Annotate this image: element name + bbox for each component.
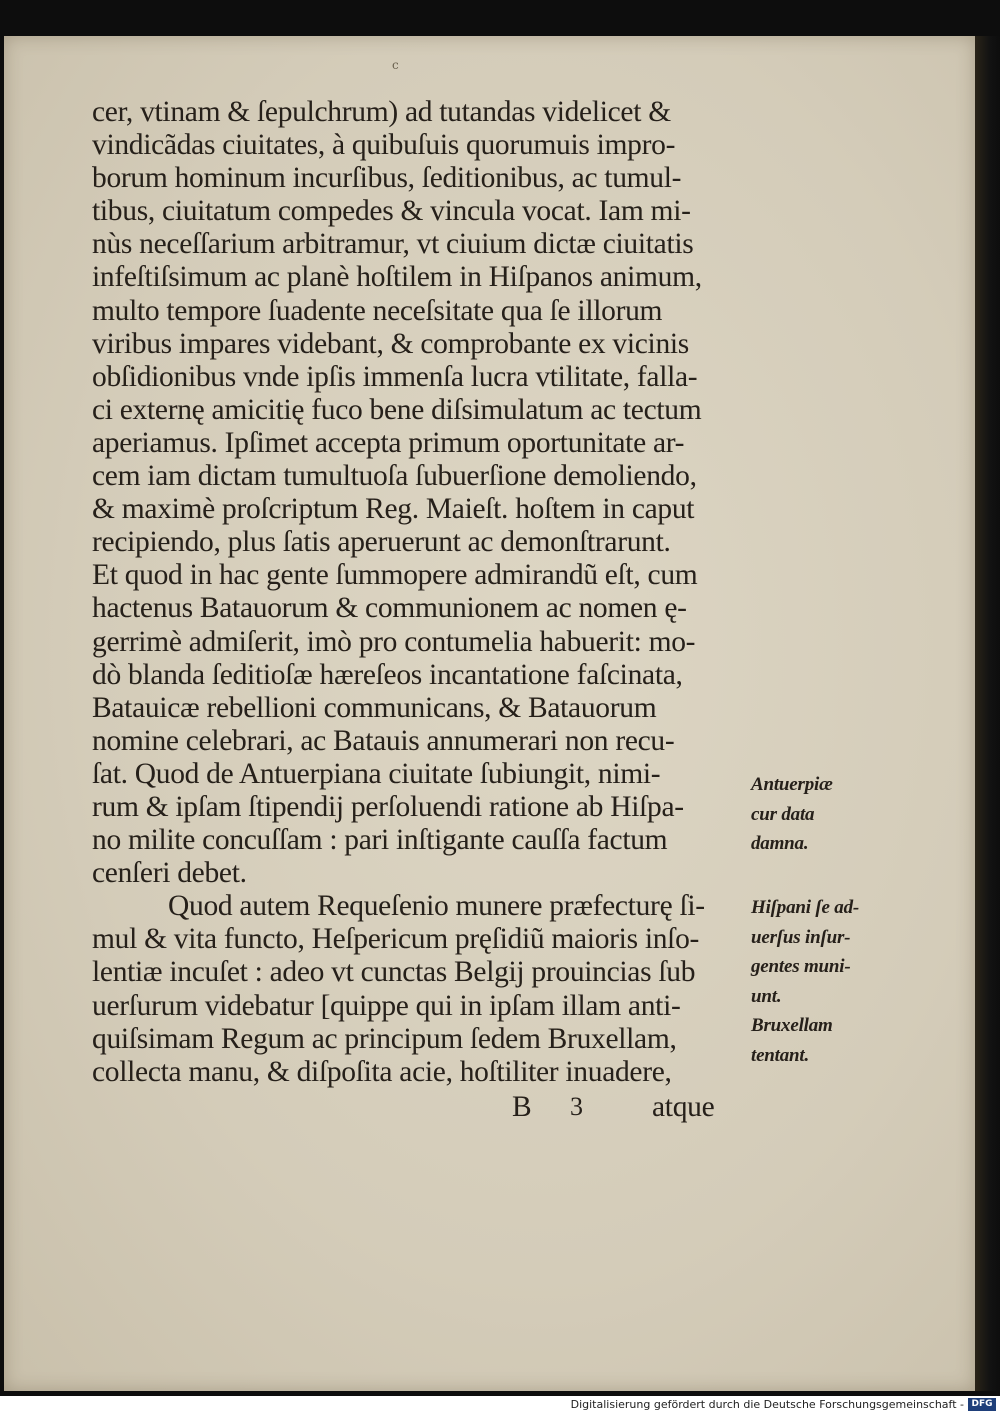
text-line: nomine celebrari, ac Batauis annumerari non recu- <box>92 724 675 757</box>
text-line: obſidionibus vnde ipſis immenſa lucra vtilitate, falla- <box>92 360 698 393</box>
margin-note-line: uerſus inſur- <box>751 926 851 948</box>
margin-note-line: tentant. <box>751 1044 810 1066</box>
margin-note-antwerp <box>751 770 861 859</box>
text-line: infeſtiſsimum ac planè hoſtilem in Hiſpanos animum, <box>92 261 702 294</box>
page-edge <box>975 36 1000 1391</box>
text-line: & maximè proſcriptum Reg. Maieſt. hoſtem in caput <box>92 493 695 526</box>
text-line: lentiæ incuſet : adeo vt cunctas Belgij prouincias ſub <box>92 956 696 989</box>
text-line: ci externę amicitię fuco bene diſsimulatum ac tectum <box>92 393 702 426</box>
text-line: ſat. Quod de Antuerpiana ciuitate ſubiungit, nimi- <box>92 757 661 790</box>
page-number: 3 <box>570 1091 583 1121</box>
text-line: hactenus Batauorum & communionem ac nomen ę- <box>92 592 687 625</box>
text-line: recipiendo, plus ſatis aperuerunt ac demonſtrarunt. <box>92 526 671 559</box>
text-line: no milite concuſſam : pari inſtigante cauſſa factum <box>92 824 668 857</box>
text-line: vindicãdas ciuitates, à quibuſuis quorumuis impro- <box>92 129 676 162</box>
margin-note-hispani <box>751 893 861 1070</box>
margin-note-line: damna. <box>751 833 809 854</box>
margin-note-line: Bruxellam <box>751 1015 833 1036</box>
text-line: multo tempore ſuadente neceſsitate qua ſe illorum <box>92 294 663 327</box>
text-line: borum hominum incurſibus, ſeditionibus, ac tumul- <box>92 162 682 195</box>
funding-notice: Digitalisierung gefördert durch die Deutsche Forschungsgemeinschaft - <box>570 1398 964 1411</box>
text-line: mul & vita functo, Heſpericum pręſidiũ maioris inſo- <box>92 923 700 956</box>
margin-note-line: unt. <box>751 985 782 1007</box>
text-line: aperiamus. Ipſimet accepta primum oportunitate ar- <box>92 426 685 459</box>
signature-mark: B <box>512 1090 532 1123</box>
dfg-logo-icon[interactable]: DFG <box>968 1398 996 1411</box>
text-line: cenſeri debet. <box>92 857 247 890</box>
text-line: quiſsimam Regum ac principum ſedem Bruxellam, <box>92 1022 677 1055</box>
page-foot <box>92 1087 752 1127</box>
margin-note-line: Hiſpani ſe ad- <box>751 897 860 918</box>
text-line: Quod autem Requeſenio munere præfecturę ſi- <box>168 890 705 923</box>
text-line: cer, vtinam & ſepulchrum) ad tutandas videlicet & <box>92 96 671 128</box>
margin-note-line: gentes muni- <box>751 956 851 977</box>
text-line: collecta manu, & diſpoſita acie, hoſtiliter inuadere, <box>92 1055 672 1088</box>
text-line: gerrimè admiſerit, imò pro contumelia habuerit: mo- <box>92 625 696 658</box>
body-text <box>92 96 752 1127</box>
margin-note-line: cur data <box>751 803 815 825</box>
page-mark: c <box>392 58 399 72</box>
text-line: dò blanda ſeditioſæ hæreſeos incantatione faſcinata, <box>92 658 683 691</box>
text-line: nùs neceſſarium arbitramur, vt ciuium dictæ ciuitatis <box>92 228 694 261</box>
margin-note-line: Antuerpiæ <box>751 774 833 795</box>
text-line: tibus, ciuitatum compedes & vincula vocat. Iam mi- <box>92 195 691 228</box>
text-line: Batauicæ rebellioni communicans, & Batauorum <box>92 691 657 724</box>
text-line: rum & ipſam ſtipendij perſoluendi ratione ab Hiſpa- <box>92 790 684 823</box>
catchword: atque <box>652 1090 715 1123</box>
text-line: cem iam dictam tumultuoſa ſubuerſione demoliendo, <box>92 460 697 493</box>
text-line: uerſurum videbatur [quippe qui in ipſam illam anti- <box>92 989 681 1022</box>
text-line: Et quod in hac gente ſummopere admirandũ eſt, cum <box>92 559 698 592</box>
text-line: viribus impares videbant, & comprobante ex vicinis <box>92 327 689 360</box>
